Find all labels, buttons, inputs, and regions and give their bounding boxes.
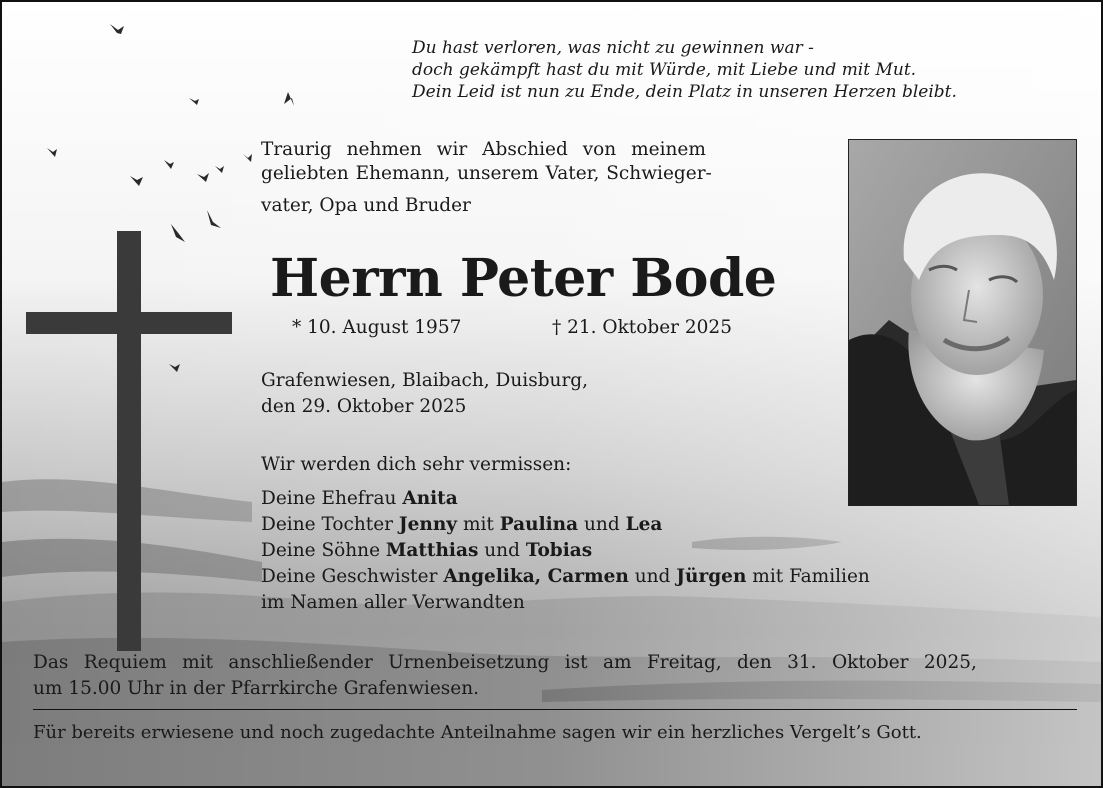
birth-date: * 10. August 1957	[292, 317, 462, 338]
date-line: den 29. Oktober 2025	[261, 396, 467, 417]
intro-line: Traurig nehmen wir Abschied von meinem	[261, 139, 706, 160]
mourner-sons: Deine Söhne Matthias und Tobias	[261, 540, 593, 561]
poem-line: Dein Leid ist nun zu Ende, dein Platz in unseren Herzen bleibt.	[412, 82, 957, 102]
place-line: Grafenwiesen, Blaibach, Duisburg,	[261, 370, 589, 391]
mourner-wife: Deine Ehefrau Anita	[261, 488, 458, 509]
intro-line: vater, Opa und Bruder	[261, 195, 471, 216]
divider	[33, 709, 1077, 710]
mourner-daughter: Deine Tochter Jenny mit Paulina und Lea	[261, 514, 663, 535]
poem-line: doch gekämpft hast du mit Würde, mit Liebe und mit Mut.	[412, 60, 917, 80]
mourner-relatives: im Namen aller Verwandten	[261, 592, 525, 613]
service-line: um 15.00 Uhr in der Pfarrkirche Grafenwiesen.	[33, 678, 480, 699]
thanks-line: Für bereits erwiesene und noch zugedachte Anteilnahme sagen wir ein herzliches Vergelt’s Gott.	[33, 722, 922, 743]
deceased-name: Herrn Peter Bode	[270, 248, 777, 309]
poem-line: Du hast verloren, was nicht zu gewinnen war -	[412, 38, 814, 58]
mourners-heading: Wir werden dich sehr vermissen:	[261, 454, 572, 475]
portrait-photo	[848, 139, 1077, 506]
death-date: † 21. Oktober 2025	[552, 317, 732, 338]
mourner-siblings: Deine Geschwister Angelika, Carmen und Jürgen mit Familien	[261, 566, 870, 587]
service-line: Das Requiem mit anschließender Urnenbeisetzung ist am Freitag, den 31. Oktober 2025,	[33, 652, 977, 673]
intro-line: geliebten Ehemann, unserem Vater, Schwieger-	[261, 163, 712, 184]
